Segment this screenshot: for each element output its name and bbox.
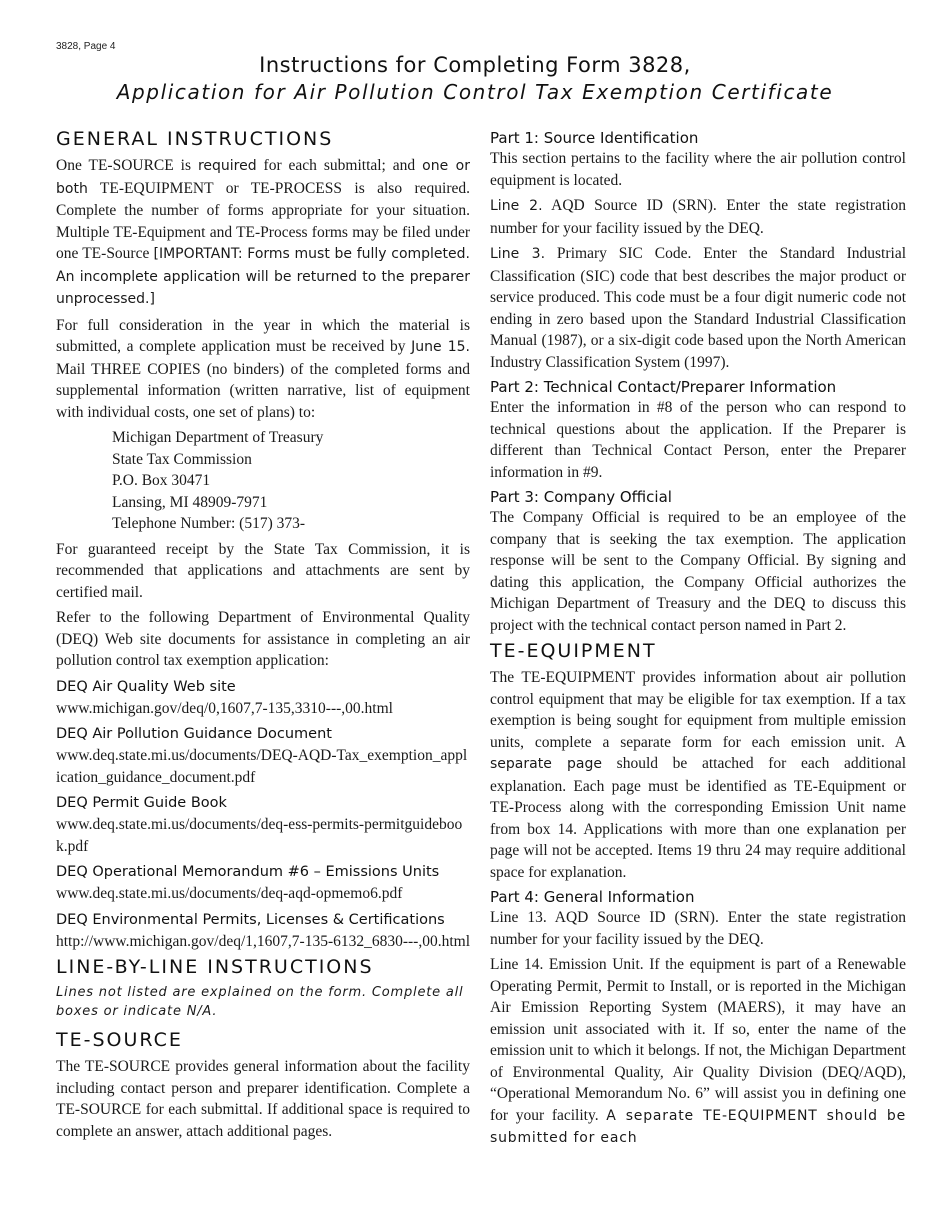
left-column [56,128,470,1146]
te-equipment-paragraph: The TE-EQUIPMENT provides information about air pollution control equipment that may be eligible for tax exemption. If a tax exemption is being sought for equipment from multiple emission units, complete a separate form for each emission unit. A separate page should be attached for each additional explanation. Each page must be identified as TE-Equipment or TE-Process along with the corresponding Emission Unit name from box 14. Applications with more than one explanation per page will not be accepted. Items 19 thru 24 may require additional space for explanation. [490,669,906,881]
link-label: DEQ Environmental Permits, Licenses & Certifications [56,911,445,928]
link-label: DEQ Air Quality Web site [56,678,236,695]
title-line-1: Instructions for Completing Form 3828, [259,53,691,77]
line-by-line-heading: LINE-BY-LINE INSTRUCTIONS [56,956,374,978]
link-url[interactable]: www.deq.state.mi.us/documents/deq-ess-permits-permitguidebook.pdf [56,816,463,855]
link-label: DEQ Permit Guide Book [56,795,227,811]
part1-paragraph: This section pertains to the facility where the air pollution control equipment is located. [490,150,906,189]
line-by-line-note: Lines not listed are explained on the form. Complete all boxes or indicate N/A. [56,985,464,1019]
address-line: State Tax Commission [112,450,252,468]
part2-heading: Part 2: Technical Contact/Preparer Information [490,378,837,396]
telephone-line: Telephone Number: (517) 373- [112,515,306,532]
address-line: Michigan Department of Treasury [112,429,324,446]
te-source-heading: TE-SOURCE [56,1029,183,1051]
part4-heading: Part 4: General Information [490,888,695,906]
title-line-2: Application for Air Pollution Control Tax Exemption Certificate [116,80,834,104]
link-label: DEQ Air Pollution Guidance Document [56,726,332,742]
general-paragraph-3: For guaranteed receipt by the State Tax Commission, it is recommended that applications and attachments are sent by certified mail. [56,540,470,601]
page-label: 3828, Page 4 [56,41,116,52]
part2-paragraph: Enter the information in #8 of the person who can respond to technical questions about the application. If the Preparer is different than Technical Contact Person, enter the Preparer information in #9. [490,399,906,481]
link-url[interactable]: http://www.michigan.gov/deq/1,1607,7-135-6132_6830---,00.html [56,932,471,950]
general-instructions-heading: GENERAL INSTRUCTIONS [56,128,334,150]
mailing-address [112,427,470,535]
te-equipment-heading: TE-EQUIPMENT [490,640,657,662]
address-line: Lansing, MI 48909-7971 [112,493,268,511]
part4-line14: Line 14. Emission Unit. If the equipment is part of a Renewable Operating Permit, Permit to Install, or is reported in the Michigan Air Emission Reporting System (MAERS), it may have an emission unit associated with it. If so, enter the name of the emission unit to which it belongs. If not, the Michigan Department of Environmental Quality, Air Quality Division (DEQ/AQD), “Operational Memorandum No. 6” will assist you in defining one for your facility. A separate TE-EQUIPMENT should be submitted for each [490,956,906,1146]
part3-paragraph: The Company Official is required to be an employee of the company that is seeking the tax exemption. The application response will be sent to the Company Official. By signing and dating this application, the Company Official authorizes the Michigan Department of Treasury and the DEQ to discuss this project with the technical contact person named in Part 2. [490,509,906,634]
part1-line2: Line 2. AQD Source ID (SRN). Enter the state registration number for your facility issued by the DEQ. [490,197,907,237]
link-url[interactable]: www.deq.state.mi.us/documents/deq-aqd-opmemo6.pdf [56,885,403,902]
link-label: DEQ Operational Memorandum #6 – Emissions Units [56,864,440,880]
link-url[interactable]: www.deq.state.mi.us/documents/DEQ-AQD-Tax_exemption_application_guidance_document.pdf [56,747,468,786]
link-url[interactable]: www.michigan.gov/deq/0,1607,7-135,3310---,00.html [56,699,393,717]
te-source-paragraph: The TE-SOURCE provides general information about the facility including contact person and preparer identification. Complete a TE-SOURCE for each submittal. If additional space is required to complete an answer, attach additional pages. [56,1058,470,1140]
part1-heading: Part 1: Source Identification [490,129,699,147]
part1-line3: Line 3. Primary SIC Code. Enter the Standard Industrial Classification (SIC) code that best describes the major product or service produced. This code must be a four digit numeric code not ending in zero based upon the Standard Industrial Classification Manual (1987), or a six-digit code based upon the North American Industry Classification System (1997). [490,245,906,371]
right-column [490,128,906,1154]
part4-line13: Line 13. AQD Source ID (SRN). Enter the state registration number for your facility issued by the DEQ. [490,909,906,948]
general-paragraph-2: For full consideration in the year in which the material is submitted, a complete application must be received by June 15. Mail THREE COPIES (no binders) of the completed forms and supplemental information (written narrative, list of equipment with individual costs, one set of plans) to: [56,316,470,421]
general-paragraph-1: One TE-SOURCE is required for each submittal; and one or both TE-EQUIPMENT or TE-PROCESS is also required. Complete the number of forms appropriate for your situation. Multiple TE-Equipment and TE-Process forms may be filed under one TE-Source [IMPORTANT: Forms must be fully completed. An incomplete application will be returned to the preparer unprocessed.] [56,157,471,307]
part3-heading: Part 3: Company Official [490,488,672,506]
general-paragraph-4: Refer to the following Department of Environmental Quality (DEQ) Web site documents for assistance in completing an air pollution control tax exemption application: [56,609,470,669]
document-title [0,52,950,105]
address-line: P.O. Box 30471 [112,472,211,489]
